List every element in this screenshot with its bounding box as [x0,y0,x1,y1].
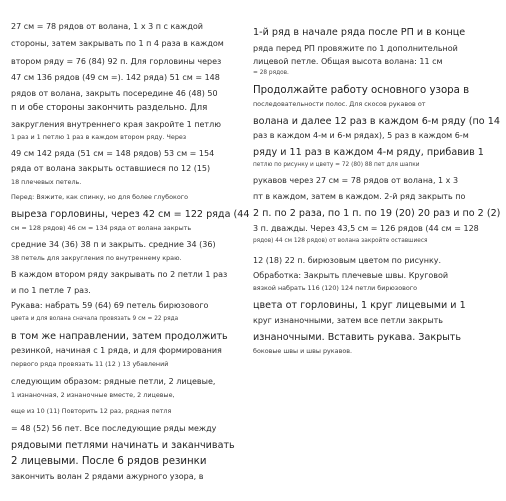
text-line: 2 лицевыми. После 6 рядов резинки [11,456,207,467]
text-line: пт в каждом, затем в каждом. 2-й ряд закрыть по [253,192,466,201]
text-line: рядов от волана, закрыть посередине 46 (48) 50 [11,89,218,98]
text-line: ряда от волана закрыть оставшиеся по 12 (15) [11,164,211,173]
text-line: 12 (18) 22 п. бирюзовым цветом по рисунку. [253,256,442,265]
text-line: Обработка: Закрыть плечевые швы. Круговой [253,271,449,280]
text-line: 49 см 142 ряда (51 см = 148 рядов) 53 см = 154 [11,149,215,158]
text-line: раз в каждом 4-м и 6-м рядах), 5 раз в каждом 6-м [253,131,469,140]
text-line: 1-й ряд в начале ряда после РП и в конце [253,27,466,38]
text-line: 3 п. дважды. Через 43,5 см = 126 рядов (44 см = 128 [253,224,479,233]
text-line: изнаночными. Вставить рукава. Закрыть [253,332,462,343]
text-line: лицевой петле. Общая высота волана: 11 см [253,57,443,66]
text-line: Рукава: набрать 59 (64) 69 петель бирюзового [11,301,209,310]
text-line: средние 34 (36) 38 п и закрыть. средние 34 (36) [11,240,216,249]
text-line: рядов) 44 см 128 рядов) от волана закройте оставшиеся [253,238,428,244]
text-line: ряда перед РП провяжите по 1 дополнительной [253,44,458,53]
text-line: 38 петель для закругления по внутреннему краю. [11,254,182,262]
text-line: = 28 рядов. [253,70,289,76]
text-line: Перед: Вяжите, как спинку, но для более глубокого [11,193,189,201]
text-line: В каждом втором ряду закрывать по 2 петли 1 раз [11,270,228,279]
text-line: 27 см = 78 рядов от волана, 1 х 3 п с каждой [11,22,204,31]
text-line: см = 128 рядов) 46 см = 134 ряда от волана закрыть [11,224,192,232]
text-line: цвета от горловины, 1 круг лицевыми и 1 [253,300,466,311]
text-line: круг изнаночными, затем все петли закрыть [253,316,444,325]
text-line: 1 раз и 1 петлю 1 раз в каждом втором ряду. Через [11,133,187,141]
text-line: вязкой набрать 116 (120) 124 петли бирюзового [253,284,418,292]
text-line: следующим образом: рядные петли, 2 лицевые, [11,377,216,386]
text-line: выреза горловины, через 42 см = 122 ряда (44 [11,209,250,220]
text-line: = 48 (52) 56 пет. Все последующие ряды между [11,424,217,433]
text-line: и по 1 петле 7 раз. [11,286,91,295]
text-line: стороны, затем закрывать по 1 п 4 раза в каждом [11,39,224,48]
text-line: п и обе стороны закончить раздельно. Для [11,103,208,113]
text-line: ряду и 11 раз в каждом 4-м ряду, прибавив 1 [253,147,484,158]
text-line: рукавов через 27 см = 78 рядов от волана, 1 х 3 [253,176,459,185]
text-line: закругления внутреннего края закройте 1 петлю [11,120,221,129]
text-line: цвета и для волана сначала провязать 9 см = 22 ряда [11,316,179,322]
text-line: петлю по рисунку и цвету = 72 (80) 88 пет для шапки [253,162,420,168]
text-line: в том же направлении, затем продолжить [11,331,228,342]
text-line: последовательности полос. Для скосов рукавов от [253,100,426,108]
text-line: волана и далее 12 раз в каждом 6-м ряду (по 14 [253,116,500,127]
text-line: 18 плечевых петель. [11,178,82,186]
text-line: резинкой, начиная с 1 ряда, и для формирования [11,346,222,355]
text-line: первого ряда провязать 11 (12 ) 13 убавлений [11,360,169,368]
text-line: рядовыми петлями начинать и заканчивать [11,440,235,451]
text-line: 1 изнаночная, 2 изнаночные вместе, 2 лицевые, [11,391,175,399]
text-line: закончить волан 2 рядами ажурного узора, в [11,472,204,481]
text-line: боковые швы и швы рукавов. [253,347,353,355]
text-line: 47 см 136 рядов (49 см =). 142 ряда) 51 см = 148 [11,73,220,82]
text-line: втором ряду = 76 (84) 92 п. Для горловины через [11,57,222,66]
text-line: еще из 10 (11) Повторить 12 раз, рядная петля [11,407,172,415]
text-line: Продолжайте работу основного узора в [253,85,470,96]
text-line: 2 п. по 2 раза, по 1 п. по 19 (20) 20 раз и по 2 (2) [253,208,501,219]
